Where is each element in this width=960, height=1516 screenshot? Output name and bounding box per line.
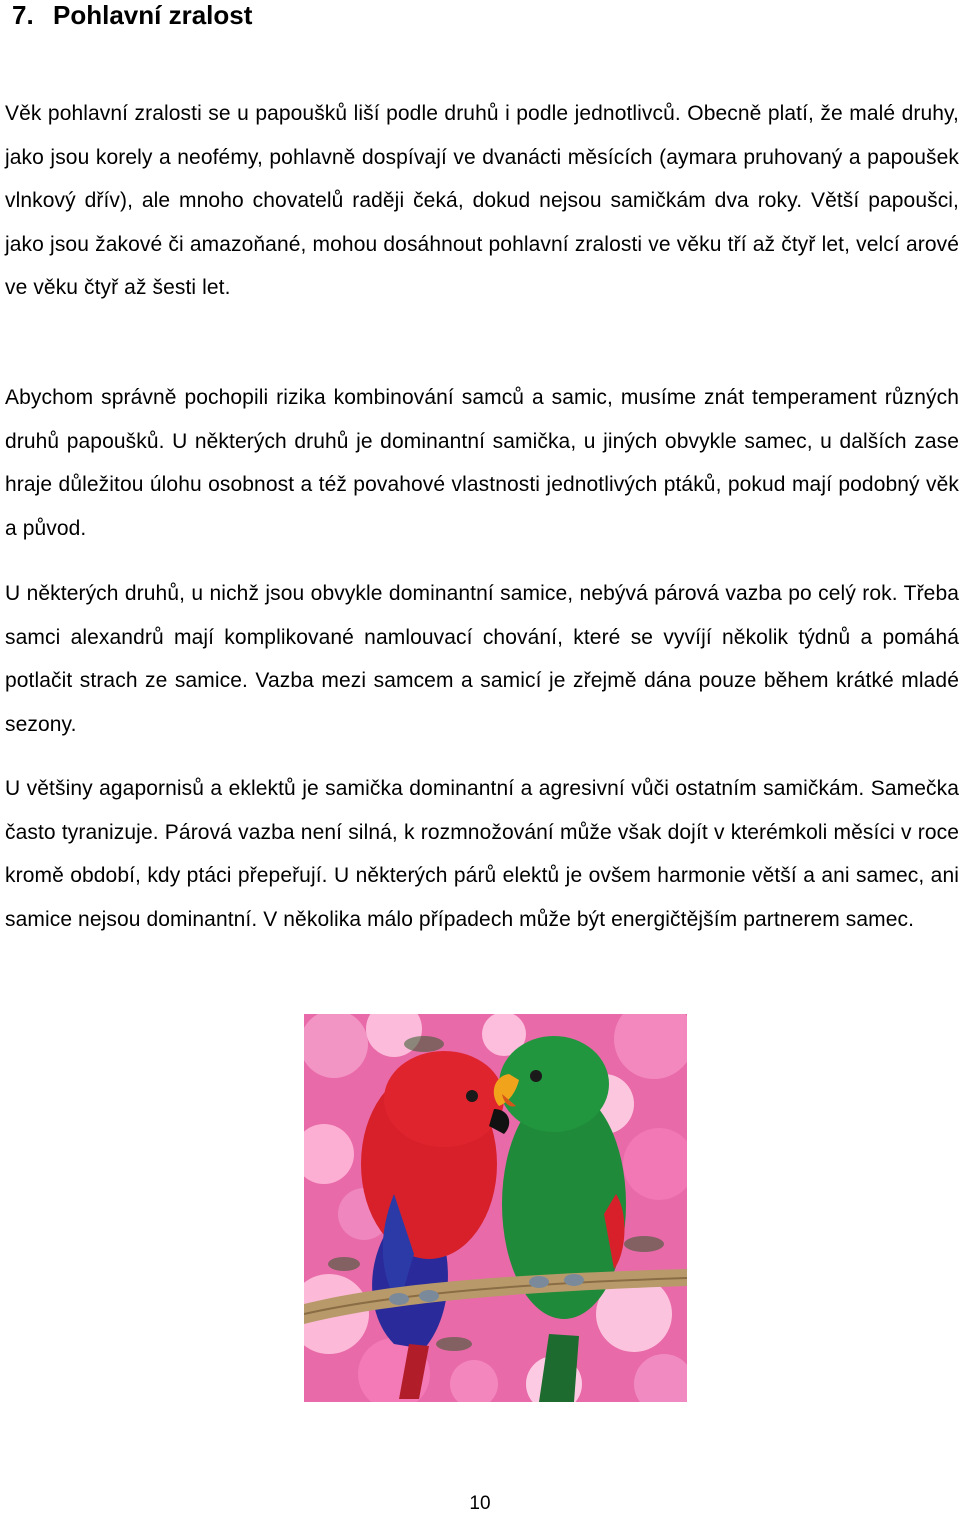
parrots-illustration (304, 1014, 687, 1402)
page-number: 10 (469, 1493, 491, 1514)
section-heading (12, 0, 252, 30)
paragraph-agapornis-eclectus: U většiny agapornisů a eklektů je samička dominantní a agresivní vůči ostatním samičkám. Samečka často tyranizuje. Párová vazba není silná, k rozmnožování může však dojít v kterémkoli měsíci v roce kromě období, kdy ptáci přepeřují. U některých párů elektů je ovšem harmonie větší a ani samec, ani samice nejsou dominantní. V několika málo případech může být energičtějším partnerem samec. (5, 777, 959, 931)
parrots-photo (304, 1014, 687, 1402)
paragraph-temperament: Abychom správně pochopili rizika kombinování samců a samic, musíme znát temperament různých druhů papoušků. U některých druhů je dominantní samička, u jiných obvykle samec, u dalších zase hraje důležitou úlohu osobnost a též povahové vlastnosti jednotlivých ptáků, pokud mají podobný věk a původ. (5, 386, 959, 540)
section-number: 7. (12, 0, 34, 30)
paragraph-pair-bond: U některých druhů, u nichž jsou obvykle dominantní samice, nebývá párová vazba po celý rok. Třeba samci alexandrů mají komplikované namlouvací chování, které se vyvíjí několik týdnů a pomáhá potlačit strach ze samice. Vazba mezi samcem a samicí je zřejmě dána pouze během krátké mladé sezony. (5, 582, 959, 736)
paragraph-sexual-maturity-age: Věk pohlavní zralosti se u papoušků liší podle druhů i podle jednotlivců. Obecně platí, že malé druhy, jako jsou korely a neofémy, pohlavně dospívají ve dvanácti měsících (aymara pruhovaný a papoušek vlnkový dřív), ale mnoho chovatelů raději čeká, dokud nejsou samičkám dva roky. Větší papoušci, jako jsou žakové či amazoňané, mohou dosáhnout pohlavní zralosti ve věku tří až čtyř let, velcí arové ve věku čtyř až šesti let. (5, 102, 959, 300)
section-title: Pohlavní zralost (53, 0, 253, 30)
